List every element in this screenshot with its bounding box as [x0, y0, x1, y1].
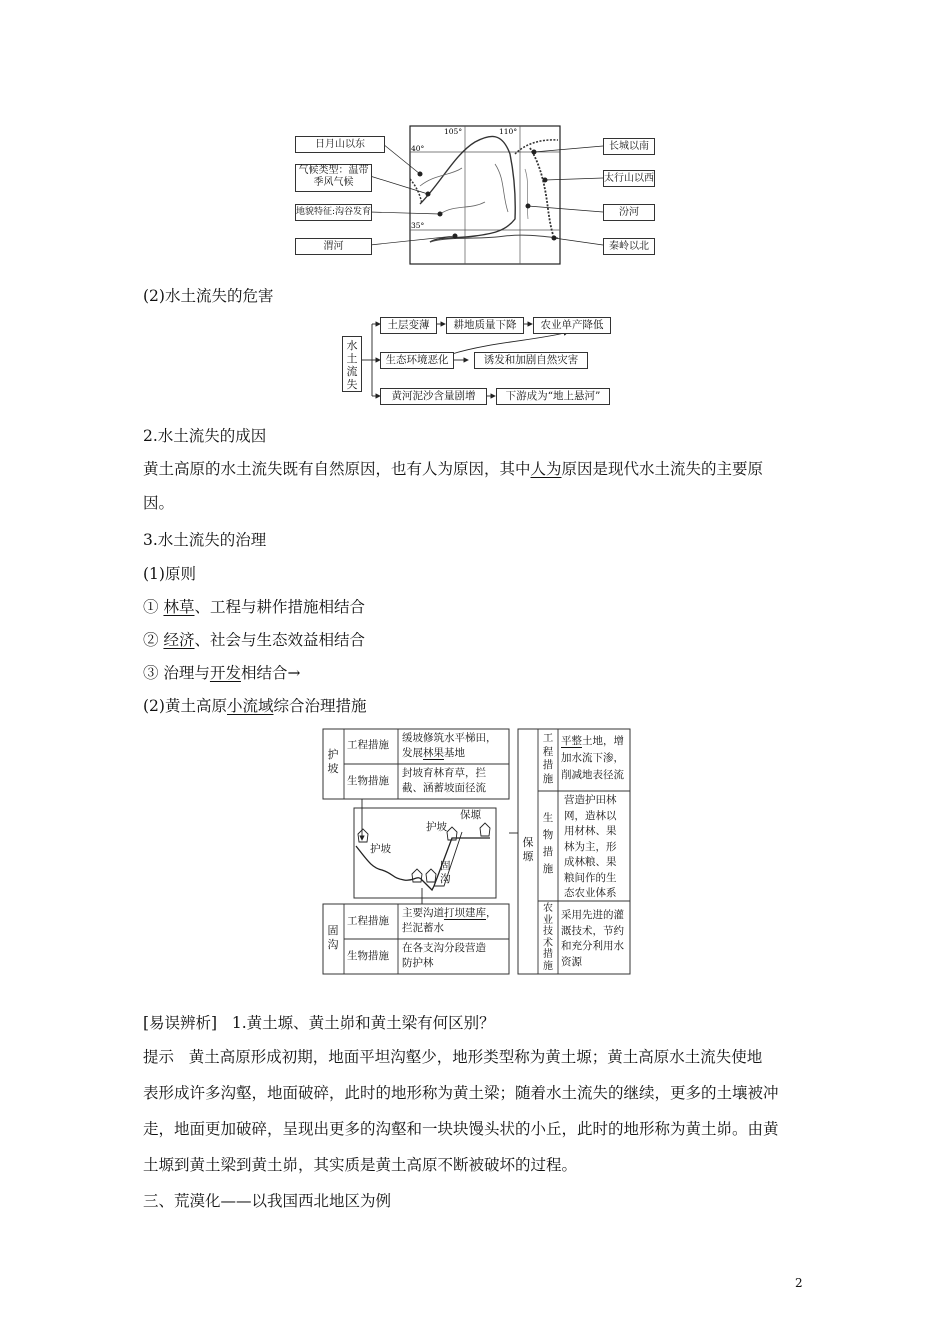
lon-105-label: 105°	[444, 127, 463, 136]
gugou-bio-text1: 在各支沟分段营造	[402, 942, 486, 954]
hazard-r3-2: 下游成为“地上悬河”	[496, 388, 610, 405]
hazard-r1-3: 农业单产降低	[533, 317, 611, 334]
gugou-eng-text1	[402, 906, 497, 921]
mistake-question-line	[143, 1012, 495, 1034]
causes-line2: 因。	[143, 494, 175, 512]
hazard-r3-1: 黄河泥沙含量剧增	[380, 388, 487, 405]
baoyuan-eng-line3: 削减地表径流	[561, 769, 624, 781]
causes-text-pre: 黄土高原的水土流失既有自然原因，也有人为原因，其中	[143, 460, 531, 478]
hupo-eng-text2-pre: 发展	[402, 747, 423, 759]
baoyuan-label: 保塬	[522, 836, 534, 863]
hupo-bio-text1: 封坡育林育草，拦	[402, 767, 486, 779]
principle-1-keyword: 林草	[163, 598, 195, 616]
hazards-diagram	[340, 312, 620, 408]
tip-text: 黄土高原形成初期，地面平坦沟壑少，地形类型称为黄土塬；黄土高原水土流失使地	[188, 1048, 763, 1066]
baoyuan-agri-line: 溉技术，节约	[561, 924, 624, 937]
gugou-label: 固沟	[327, 924, 339, 951]
measures-keyword: 小流域	[226, 697, 274, 715]
map-figure	[290, 124, 660, 266]
principle-2	[143, 629, 365, 651]
principles-heading: (1)原则	[143, 565, 196, 583]
map-label-qinling: 秦岭以北	[603, 238, 655, 255]
lat-40-label: 40°	[411, 144, 425, 153]
diagram-hupo-left-label: 护坡	[370, 843, 391, 855]
map-label-landform: 地貌特征:沟谷发育	[295, 204, 372, 221]
hazard-r1-1: 土层变薄	[380, 317, 437, 334]
measures-post: 综合治理措施	[273, 697, 367, 715]
baoyuan-eng-line1-rest: 土地，增	[582, 735, 624, 747]
hazard-root: 水土流失	[342, 336, 362, 392]
map-label-fenhe: 汾河	[603, 204, 655, 221]
causes-keyword-renwei: 人为	[530, 460, 562, 478]
principle-2-num: ②	[143, 631, 159, 649]
baoyuan-bio-line: 态农业体系	[564, 887, 617, 899]
principle-2-rest: 、社会与生态效益相结合	[194, 631, 365, 649]
baoyuan-agri-line: 和充分利用水	[561, 940, 624, 952]
hupo-eng-label: 工程措施	[347, 739, 389, 751]
principle-2-keyword: 经济	[163, 631, 195, 649]
hazard-r2-2: 诱发和加剧自然灾害	[474, 352, 588, 369]
measures-pre: (2)黄土高原	[143, 697, 227, 715]
mistake-line-1	[143, 1046, 762, 1068]
gugou-eng-text1-pre: 主要沟道	[402, 907, 444, 919]
baoyuan-agri-line: 采用先进的灌	[561, 909, 624, 921]
causes-line1	[143, 458, 763, 480]
baoyuan-bio-text	[564, 793, 617, 902]
baoyuan-eng-keyword: 平整	[561, 735, 582, 747]
hupo-eng-keyword: 林果	[423, 747, 444, 759]
principle-3-rest: 相结合→	[240, 664, 301, 682]
hazard-r2-1: 生态环境恶化	[380, 352, 454, 369]
causes-text-post: 原因是现代水土流失的主要原	[561, 460, 764, 478]
mistake-line-3: 走，地面更加破碎，呈现出更多的沟壑和一块块馒头状的小丘，此时的地形称为黄土峁。由黄	[143, 1120, 779, 1138]
map-label-changcheng: 长城以南	[603, 138, 655, 155]
baoyuan-agri-text	[561, 908, 624, 970]
hupo-bio-text2: 截、涵蓄坡面径流	[402, 782, 486, 794]
baoyuan-agri-label: 农业技术措施	[543, 903, 553, 972]
principle-1-num: ①	[143, 598, 159, 616]
baoyuan-bio-line: 成林粮、果	[564, 856, 617, 868]
baoyuan-bio-line: 林为主，形	[564, 840, 617, 853]
mistake-question: 1.黄土塬、黄土峁和黄土梁有何区别？	[231, 1014, 495, 1032]
governance-heading: 3.水土流失的治理	[143, 531, 267, 549]
baoyuan-bio-line: 网，造林以	[564, 809, 617, 822]
gugou-eng-label: 工程措施	[347, 915, 389, 927]
baoyuan-bio-line: 用材林、果	[564, 825, 617, 837]
lon-110-label: 110°	[499, 127, 518, 136]
section-three-heading: 三、荒漠化——以我国西北地区为例	[143, 1192, 392, 1210]
principle-3-keyword: 开发	[209, 664, 241, 682]
baoyuan-eng-line2: 加水流下渗，	[561, 752, 624, 764]
diagram-baoyuan-label: 保塬	[460, 809, 481, 821]
causes-heading: 2.水土流失的成因	[143, 427, 267, 445]
mistake-line-4: 土塬到黄土梁到黄土峁，其实质是黄土高原不断被破坏的过程。	[143, 1156, 578, 1174]
mistake-line-2: 表形成许多沟壑，地面破碎，此时的地形称为黄土梁；随着水土流失的继续，更多的土壤被冲	[143, 1084, 779, 1102]
measures-figure	[322, 728, 632, 976]
baoyuan-bio-line: 营造护田林	[564, 794, 617, 806]
diagram-hupo-top-label: 护坡	[426, 821, 447, 833]
principle-3	[143, 662, 300, 684]
principle-3-pre: ③ 治理与	[143, 664, 210, 682]
hupo-bio-label: 生物措施	[347, 775, 389, 787]
baoyuan-bio-line: 粮间作的生	[564, 871, 617, 884]
principle-1-rest: 、工程与耕作措施相结合	[194, 598, 365, 616]
baoyuan-agri-line: 资源	[561, 955, 582, 968]
baoyuan-eng-label: 工程措施	[542, 732, 554, 785]
page-number: 2	[795, 1276, 803, 1290]
map-label-climate: 气候类型：温带季风气候	[295, 164, 372, 192]
gugou-bio-text2: 防护林	[402, 957, 434, 969]
hazard-r1-2: 耕地质量下降	[446, 317, 524, 334]
hupo-eng-text2-post: 基地	[444, 747, 465, 759]
gugou-eng-text1-post: ，	[486, 907, 497, 919]
hupo-eng-text2	[402, 746, 465, 761]
tip-label: 提示	[143, 1048, 175, 1066]
diagram-gugou-label: 固沟	[440, 860, 451, 885]
map-label-taihangshan: 太行山以西	[603, 170, 655, 187]
hupo-eng-text1: 缓坡修筑水平梯田，	[402, 732, 497, 744]
map-label-riyueshan: 日月山以东	[295, 136, 385, 153]
gugou-eng-keyword: 打坝建库	[444, 907, 486, 919]
gugou-eng-text2: 拦泥蓄水	[402, 922, 444, 934]
map-label-weihe: 渭河	[295, 238, 372, 255]
hazards-heading: (2)水土流失的危害	[143, 287, 274, 305]
mountain-range-line	[530, 148, 554, 238]
measures-heading	[143, 695, 367, 717]
gugou-bio-label: 生物措施	[347, 950, 389, 962]
principle-1	[143, 596, 365, 618]
baoyuan-eng-line1	[561, 734, 624, 749]
mistake-tag: [易误辨析]	[143, 1014, 218, 1032]
baoyuan-bio-label: 生物措施	[542, 812, 554, 875]
hupo-label: 护坡	[327, 748, 339, 775]
lat-35-label: 35°	[411, 221, 425, 230]
